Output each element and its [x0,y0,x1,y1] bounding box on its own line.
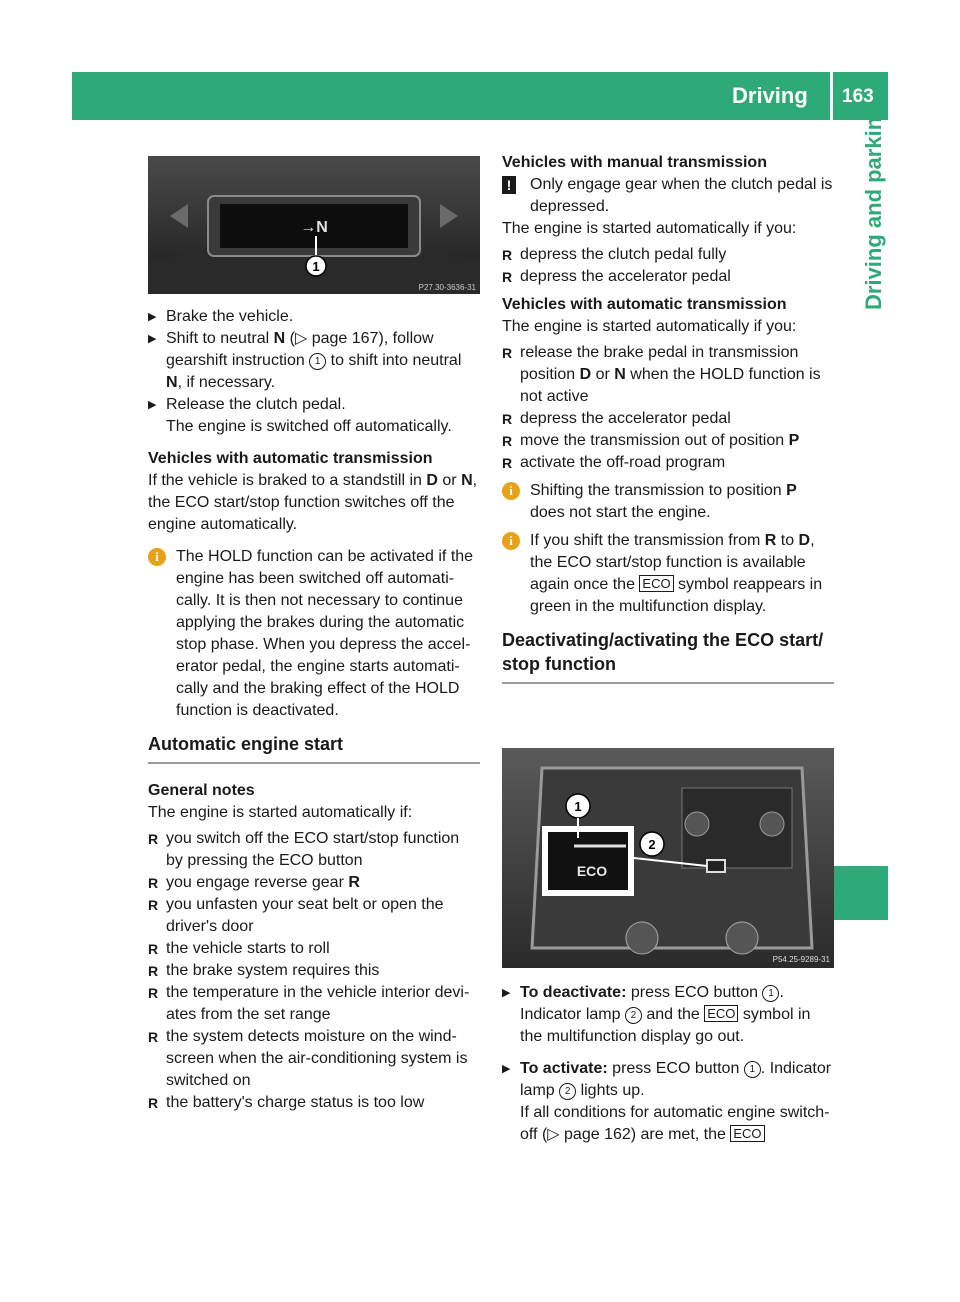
header-separator [830,72,833,120]
header-bar [72,72,888,120]
callout-ref-1: 1 [309,353,326,370]
list-item: R the battery's charge status is too low [148,1092,480,1114]
manual-intro: The engine is started automatically if you: [502,220,797,237]
list-item: R you unfasten your seat belt or open the driver's door [148,894,480,938]
figure-eco-button-panel [502,748,834,968]
auto-intro: The engine is started automatically if you: [502,318,797,335]
heading-auto-transmission: Vehicles with automatic transmission [148,450,433,467]
list-item: R the system detects moisture on the windscreen when the air-conditioning system is switched on [148,1026,480,1092]
list-item: R depress the clutch pedal fully [502,244,834,266]
eco-symbol: ECO [730,1125,764,1142]
general-intro: The engine is started automatically if: [148,804,413,821]
list-item: R activate the off-road program [502,452,834,474]
callout-ref-2: 2 [625,1007,642,1024]
step-deactivate: ▶ To deactivate: press ECO button 1 . Indicator lamp 2 and the ECO symbol in the multifunction display go out. [502,982,834,1048]
info-icon: i [502,482,520,500]
heading-manual-transmission: Vehicles with manual transmission [502,154,767,171]
auto-transmission-paragraph: If the vehicle is braked to a standstill in D or N, the ECO start/stop function switches off the engine automatically. [148,472,478,533]
info-note-position-p: i Shifting the transmission to position P does not start the engine. [502,480,834,524]
figure-code: P54.25-9289-31 [772,955,830,964]
info-icon: i [148,548,166,566]
step-shift-neutral: ▶ Shift to neutral N (▷ page 167), follow gearshift instruction 1 to shift into neutral N, if necessary. [148,328,480,394]
figure-instrument-display [148,156,480,294]
info-note-r-to-d: i If you shift the transmission from R to D, the ECO start/stop function is available again once the ECO symbol reappears in green in the multifunction display. [502,530,834,618]
callout-1: 1 [312,259,320,274]
warning-icon: ! [502,176,516,194]
eco-button-label: ECO [576,863,608,879]
heading-auto-transmission-right: Vehicles with automatic transmission [502,296,787,313]
callout-ref-1: 1 [744,1061,761,1078]
list-item: R depress the accelerator pedal [502,266,834,288]
side-tab-text: Driving and parking [861,103,886,310]
right-column-lower [502,982,834,1146]
gear-instruction-text: →N [300,219,328,236]
step-release-clutch: ▶ Release the clutch pedal. The engine is switched off automatically. [148,394,480,438]
heading-automatic-engine-start: Automatic engine start [148,734,344,754]
heading-general-notes: General notes [148,782,255,799]
heading-deactivating-eco: Deactivating/activating the ECO start/ stop function [502,630,824,674]
step-brake: ▶ Brake the vehicle. [148,306,480,328]
list-item: R release the brake pedal in transmission position D or N when the HOLD function is not active [502,342,834,408]
info-icon: i [502,532,520,550]
callout-1: 1 [574,799,582,814]
side-tab-marker [834,866,888,920]
eco-symbol: ECO [639,575,673,592]
list-item: R move the transmission out of position P [502,430,834,452]
callout-2: 2 [648,837,656,852]
step-activate: ▶ To activate: press ECO button 1 . Indicator lamp 2 lights up. If all conditions for automatic engine switch-off (▷ page 162) are met, the ECO [502,1058,834,1146]
list-item: R the vehicle starts to roll [148,938,480,960]
manual-warning-note: ! Only engage gear when the clutch pedal is depressed. [502,174,834,218]
section-divider [148,762,480,764]
callout-ref-1: 1 [762,985,779,1002]
section-title: Driving [732,83,808,108]
left-column [148,306,480,1114]
hold-info-note: i The HOLD function can be activated if the engine has been switched off automatically. It is then not necessary to continue applying the brakes during the automatic stop phase. When you depress the accelerator pedal, the engine starts automatically and the braking effect of the HOLD function is deactivated. [148,546,480,722]
list-item: R the brake system requires this [148,960,480,982]
list-item: R you engage reverse gear R [148,872,480,894]
list-item: R depress the accelerator pedal [502,408,834,430]
right-column [502,152,834,694]
figure-code: P27.30-3636-31 [418,283,476,292]
list-item: R the temperature in the vehicle interior deviates from the set range [148,982,480,1026]
side-tab-label [832,103,888,310]
section-divider [502,682,834,684]
eco-symbol: ECO [704,1005,738,1022]
callout-ref-2: 2 [559,1083,576,1100]
page-number: 163 [842,86,874,107]
list-item: R you switch off the ECO start/stop function by pressing the ECO button [148,828,480,872]
